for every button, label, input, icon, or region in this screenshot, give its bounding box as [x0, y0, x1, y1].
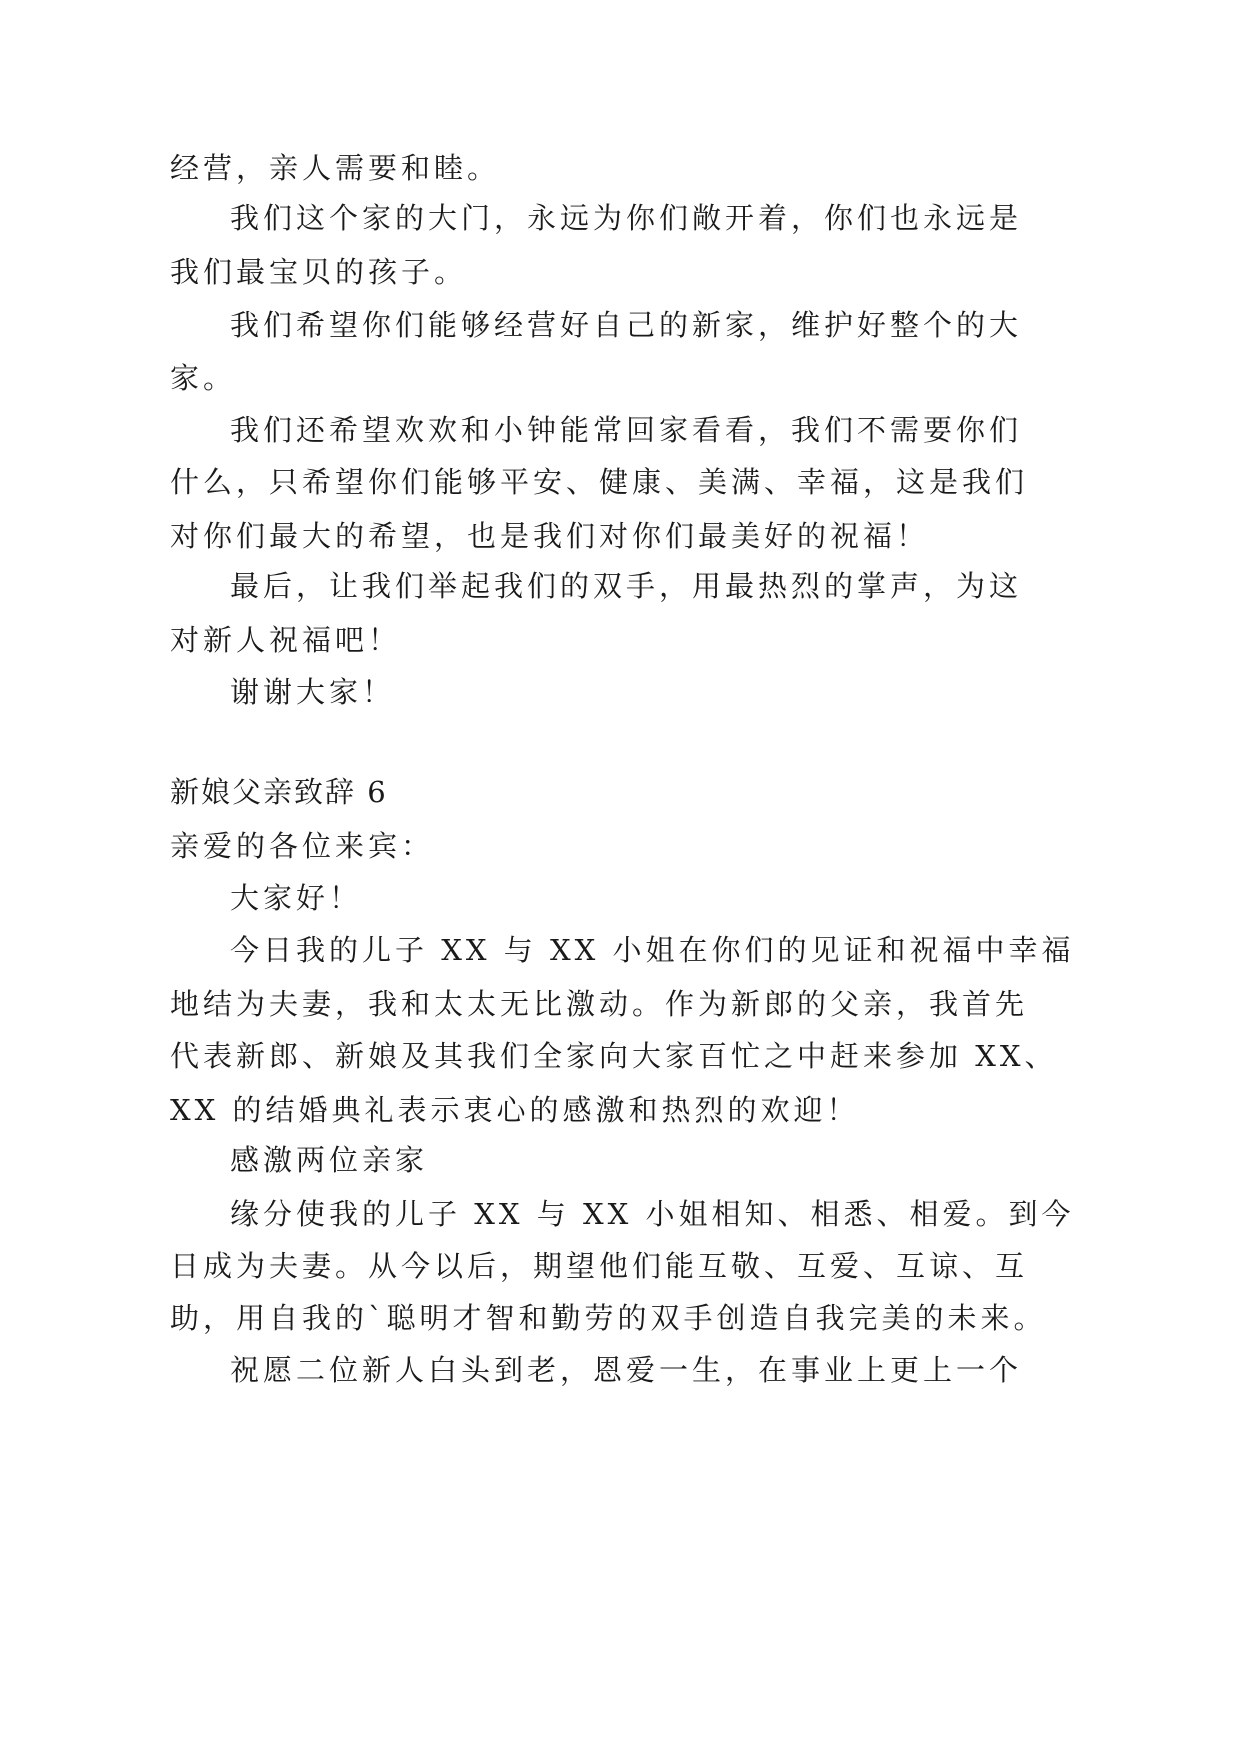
- paragraph-line: 对你们最大的希望，也是我们对你们最美好的祝福！: [170, 519, 930, 553]
- paragraph-line: 最后，让我们举起我们的双手，用最热烈的掌声，为这: [230, 569, 1023, 603]
- salutation: 亲爱的各位来宾：: [170, 829, 435, 863]
- paragraph-line: 我们最宝贝的孩子。: [170, 255, 468, 289]
- paragraph-line: 今日我的儿子 XX 与 XX 小姐在你们的见证和祝福中幸福: [230, 933, 1075, 967]
- paragraph-line: 什么，只希望你们能够平安、健康、美满、幸福，这是我们: [170, 465, 1029, 499]
- paragraph-line: 谢谢大家！: [230, 675, 396, 709]
- paragraph-line: 感激两位亲家: [230, 1143, 429, 1177]
- section-heading: 新娘父亲致辞 6: [170, 775, 388, 809]
- paragraph-line: XX 的结婚典礼表示衷心的感激和热烈的欢迎！: [170, 1093, 860, 1127]
- paragraph-line: 家。: [170, 361, 237, 395]
- paragraph-line: 对新人祝福吧！: [170, 623, 402, 657]
- paragraph-line: 地结为夫妻，我和太太无比激动。作为新郎的父亲，我首先: [170, 987, 1029, 1021]
- paragraph-line: 我们希望你们能够经营好自己的新家，维护好整个的大: [230, 308, 1023, 342]
- paragraph-line: 我们还希望欢欢和小钟能常回家看看，我们不需要你们: [230, 413, 1023, 447]
- paragraph-line: 祝愿二位新人白头到老，恩爱一生，在事业上更上一个: [230, 1353, 1023, 1387]
- paragraph-line: 日成为夫妻。从今以后，期望他们能互敬、互爱、互谅、互: [170, 1249, 1029, 1283]
- paragraph-line: 经营，亲人需要和睦。: [170, 151, 501, 185]
- paragraph-line: 缘分使我的儿子 XX 与 XX 小姐相知、相悉、相爱。到今: [230, 1197, 1075, 1231]
- paragraph-line: 代表新郎、新娘及其我们全家向大家百忙之中赶来参加 XX、: [170, 1039, 1058, 1073]
- paragraph-line: 我们这个家的大门，永远为你们敞开着，你们也永远是: [230, 201, 1023, 235]
- paragraph-line: 助，用自我的`聪明才智和勤劳的双手创造自我完美的未来。: [170, 1301, 1047, 1335]
- paragraph-line: 大家好！: [230, 881, 363, 915]
